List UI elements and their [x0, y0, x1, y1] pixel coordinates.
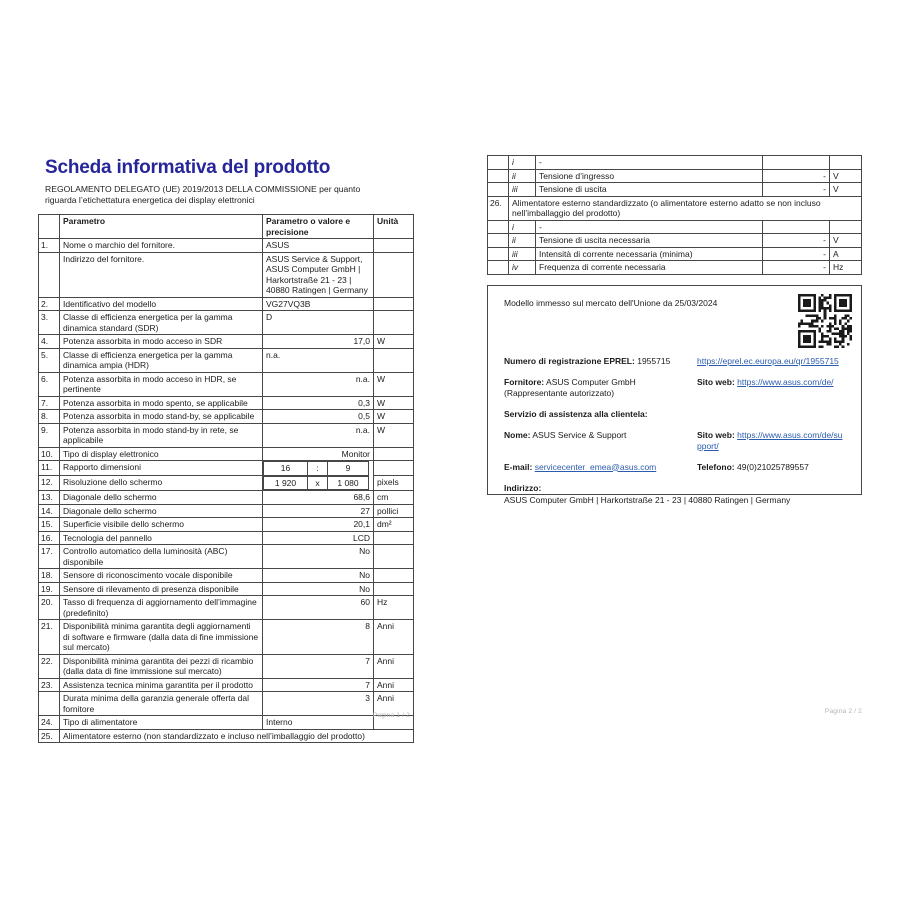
cell-parameter: Frequenza di corrente necessaria: [536, 261, 763, 275]
sito-web-link[interactable]: https://www.asus.com/de/: [737, 376, 834, 387]
table-row: [488, 183, 862, 197]
cell-value: [763, 156, 830, 170]
cell-parameter-span: Alimentatore esterno (non standardizzato e incluso nell’imballaggio del prodotto): [60, 729, 414, 743]
table-row: [488, 261, 862, 275]
cell-number: [39, 252, 60, 297]
telefono-value: 49(0)21025789557: [737, 461, 809, 472]
cell-value: -: [763, 169, 830, 183]
table-row: [39, 447, 414, 461]
cell-value: 68,6: [263, 491, 374, 505]
value-left: 1 920: [274, 477, 297, 488]
cell-subindex: i: [509, 156, 536, 170]
market-info-box: [487, 285, 862, 505]
empty-cell: [697, 409, 845, 420]
cell-unit: cm: [374, 491, 414, 505]
sito-support-cell: [697, 430, 845, 452]
eprel-number: 1955715: [637, 355, 671, 366]
cell-parameter: Classe di efficienza energetica per la gamma dinamica standard (SDR): [60, 311, 263, 335]
eprel-link-cell: [697, 356, 845, 367]
cell-number: [488, 247, 509, 261]
cell-value: 60: [263, 596, 374, 620]
cell-value: ASUS: [263, 239, 374, 253]
cell-parameter: Diagonale dello schermo: [60, 504, 263, 518]
fornitore-value: ASUS Computer GmbH (Rappresentante autorizzato): [504, 376, 636, 398]
email-link[interactable]: servicecenter_emea@asus.com: [534, 461, 657, 472]
cell-number: [488, 183, 509, 197]
cell-value: No: [263, 569, 374, 583]
cell-value: Interno: [263, 716, 374, 730]
nome-value: ASUS Service & Support: [532, 429, 627, 440]
cell-number: 26.: [488, 196, 509, 220]
cell-value: 17,0: [263, 335, 374, 349]
cell-unit: W: [374, 372, 414, 396]
cell-number: 21.: [39, 620, 60, 655]
cell-unit: [830, 156, 862, 170]
cell-unit: [374, 531, 414, 545]
cell-parameter: Nome o marchio del fornitore.: [60, 239, 263, 253]
table-row: [39, 297, 414, 311]
cell-value-split: [263, 476, 369, 491]
cell-value: n.a.: [263, 372, 374, 396]
cell-parameter: Tensione di uscita necessaria: [536, 234, 763, 248]
cell-parameter: Tipo di display elettronico: [60, 447, 263, 461]
cell-unit: [374, 252, 414, 297]
table-header-row: [39, 215, 414, 239]
value-separator: :: [307, 462, 328, 475]
fornitore-label: Fornitore:: [504, 376, 545, 387]
table-row: [39, 729, 414, 743]
cell-parameter: Risoluzione dello schermo: [60, 476, 263, 491]
cell-value: n.a.: [263, 348, 374, 372]
cell-value: -: [763, 247, 830, 261]
eprel-label: Numero di registrazione EPREL:: [504, 355, 635, 366]
cell-value: -: [763, 234, 830, 248]
cell-value: 20,1: [263, 518, 374, 532]
nome-label: Nome:: [504, 429, 531, 440]
cell-number: 20.: [39, 596, 60, 620]
cell-value: n.a.: [263, 423, 374, 447]
table-row: [39, 476, 414, 491]
cell-number: [488, 169, 509, 183]
telefono-label: Telefono:: [697, 461, 735, 472]
table-row: [39, 396, 414, 410]
cell-value: D: [263, 311, 374, 335]
table-row: [39, 491, 414, 505]
nome-cell: [504, 430, 685, 452]
cell-number: 1.: [39, 239, 60, 253]
cell-parameter: Potenza assorbita in modo acceso in SDR: [60, 335, 263, 349]
cell-unit: [374, 461, 414, 476]
cell-number: 24.: [39, 716, 60, 730]
cell-parameter: -: [536, 220, 763, 234]
cell-value: Monitor: [263, 447, 374, 461]
cell-number: 10.: [39, 447, 60, 461]
cell-parameter: Superficie visibile dello schermo: [60, 518, 263, 532]
table-row: [39, 531, 414, 545]
cell-value: 7: [263, 654, 374, 678]
cell-unit: Anni: [374, 692, 414, 716]
cell-parameter: Diagonale dello schermo: [60, 491, 263, 505]
email-label: E-mail:: [504, 461, 533, 472]
table-row: [39, 504, 414, 518]
cell-unit: Anni: [374, 678, 414, 692]
cell-number: 13.: [39, 491, 60, 505]
cell-unit: [374, 297, 414, 311]
value-right: 1 080: [337, 477, 359, 488]
header-parametro: Parametro: [60, 215, 263, 239]
header-valore: Parametro o valore e precisione: [263, 215, 374, 239]
cell-parameter: -: [536, 156, 763, 170]
cell-subindex: i: [509, 220, 536, 234]
cell-number: 11.: [39, 461, 60, 476]
cell-unit: dm²: [374, 518, 414, 532]
cell-parameter: Potenza assorbita in modo stand-by in rete, se applicabile: [60, 423, 263, 447]
cell-parameter: Potenza assorbita in modo spento, se applicabile: [60, 396, 263, 410]
cell-value: [763, 220, 830, 234]
cell-parameter: Controllo automatico della luminosità (ABC) disponibile: [60, 545, 263, 569]
cell-number: 3.: [39, 311, 60, 335]
page-2: [487, 155, 862, 715]
cell-parameter: Assistenza tecnica minima garantita per il prodotto: [60, 678, 263, 692]
cell-unit: [374, 582, 414, 596]
cell-number: 15.: [39, 518, 60, 532]
cell-unit: [374, 447, 414, 461]
cell-parameter: Rapporto dimensioni: [60, 461, 263, 476]
cell-unit: Anni: [374, 620, 414, 655]
market-info-header: [504, 298, 845, 356]
table-row: [39, 372, 414, 396]
cell-subindex: ii: [509, 234, 536, 248]
cell-value: No: [263, 545, 374, 569]
cell-parameter: Intensità di corrente necessaria (minima): [536, 247, 763, 261]
cell-number: 4.: [39, 335, 60, 349]
table-row: [39, 335, 414, 349]
cell-value-split: [263, 461, 369, 476]
cell-number: 12.: [39, 476, 60, 491]
value-separator: x: [307, 477, 328, 490]
servizio-heading: Servizio di assistenza alla clientela:: [504, 408, 648, 419]
indirizzo-cell: [504, 483, 845, 506]
table-row: [39, 239, 414, 253]
cell-unit: Hz: [374, 596, 414, 620]
cell-number: 14.: [39, 504, 60, 518]
cell-number: 2.: [39, 297, 60, 311]
table-row: [488, 247, 862, 261]
cell-value: LCD: [263, 531, 374, 545]
regulation-subtitle: REGOLAMENTO DELEGATO (UE) 2019/2013 DELLA COMMISSIONE per quanto riguarda l’etichettatura energetica dei display elettronici: [45, 184, 361, 205]
sito-web-label: Sito web:: [697, 376, 735, 387]
cell-value: 0,3: [263, 396, 374, 410]
cell-value: 3: [263, 692, 374, 716]
cell-unit: Hz: [830, 261, 862, 275]
eprel-link[interactable]: https://eprel.ec.europa.eu/qr/1955715: [697, 355, 839, 366]
cell-value: ASUS Service & Support, ASUS Computer GmbH | Harkortstraße 21 - 23 | 40880 Ratingen | Germany: [263, 252, 374, 297]
table-row: [39, 620, 414, 655]
cell-number: [488, 156, 509, 170]
eprel-registration: [504, 356, 685, 367]
cell-value: 7: [263, 678, 374, 692]
cell-parameter-span: Alimentatore esterno standardizzato (o alimentatore esterno adatto se non incluso nell’imballaggio del prodotto): [509, 196, 862, 220]
cell-parameter: Tensione di uscita: [536, 183, 763, 197]
table-row: [39, 518, 414, 532]
cell-parameter: Disponibilità minima garantita degli aggiornamenti di software e firmware (dalla data di fine immissione sul mercato): [60, 620, 263, 655]
page-1: [38, 156, 412, 743]
cell-value: -: [763, 183, 830, 197]
cell-number: 16.: [39, 531, 60, 545]
cell-unit: W: [374, 396, 414, 410]
cell-subindex: iii: [509, 183, 536, 197]
table-row: [39, 311, 414, 335]
cell-number: 8.: [39, 410, 60, 424]
cell-number: [488, 220, 509, 234]
cell-unit: pollici: [374, 504, 414, 518]
cell-value: 27: [263, 504, 374, 518]
table-row: [39, 678, 414, 692]
table-row: [39, 423, 414, 447]
table-row: [39, 252, 414, 297]
table-row: [39, 348, 414, 372]
cell-parameter: Potenza assorbita in modo acceso in HDR, se pertinente: [60, 372, 263, 396]
cell-parameter: Identificativo del modello: [60, 297, 263, 311]
cell-value: 0,5: [263, 410, 374, 424]
table-row: [39, 410, 414, 424]
cell-parameter: Disponibilità minima garantita dei pezzi di ricambio (dalla data di fine immissione sul mercato): [60, 654, 263, 678]
indirizzo-label: Indirizzo:: [504, 482, 542, 493]
cell-unit: [374, 545, 414, 569]
cell-unit: [374, 569, 414, 583]
cell-unit: [374, 348, 414, 372]
power-supply-table: [487, 155, 862, 275]
cell-subindex: iii: [509, 247, 536, 261]
cell-parameter: Durata minima della garanzia generale offerta dal fornitore: [60, 692, 263, 716]
cell-unit: V: [830, 234, 862, 248]
telefono-cell: [697, 462, 845, 473]
table-row: [39, 596, 414, 620]
cell-number: 19.: [39, 582, 60, 596]
cell-number: 25.: [39, 729, 60, 743]
cell-parameter: Tipo di alimentatore: [60, 716, 263, 730]
cell-unit: W: [374, 410, 414, 424]
table-row: [39, 654, 414, 678]
sito-support-label: Sito web:: [697, 429, 735, 440]
table-row: [39, 716, 414, 730]
cell-parameter: Tecnologia del pannello: [60, 531, 263, 545]
fornitore-cell: [504, 377, 685, 399]
cell-unit: [830, 220, 862, 234]
cell-parameter: Sensore di rilevamento di presenza disponibile: [60, 582, 263, 596]
value-right: 9: [345, 463, 351, 473]
header-unita: Unità: [374, 215, 414, 239]
table-row: [39, 692, 414, 716]
cell-unit: V: [830, 169, 862, 183]
email-cell: [504, 462, 685, 473]
cell-number: 5.: [39, 348, 60, 372]
table-row: [488, 196, 862, 220]
cell-number: [488, 261, 509, 275]
table-row: [39, 569, 414, 583]
cell-parameter: Sensore di riconoscimento vocale disponibile: [60, 569, 263, 583]
cell-parameter: Classe di efficienza energetica per la gamma dinamica ampia (HDR): [60, 348, 263, 372]
table-row: [488, 156, 862, 170]
cell-unit: A: [830, 247, 862, 261]
cell-parameter: Tensione d’ingresso: [536, 169, 763, 183]
cell-number: 9.: [39, 423, 60, 447]
cell-number: [39, 692, 60, 716]
cell-unit: [374, 239, 414, 253]
cell-unit: W: [374, 335, 414, 349]
cell-value: VG27VQ3B: [263, 297, 374, 311]
cell-unit: Anni: [374, 654, 414, 678]
cell-unit: W: [374, 423, 414, 447]
table-row: [39, 461, 414, 476]
table-row: [488, 169, 862, 183]
model-market-date: Modello immesso sul mercato dell'Unione da 25/03/2024: [504, 297, 718, 308]
cell-number: 18.: [39, 569, 60, 583]
header-number-column: [39, 215, 60, 239]
page-title: Scheda informativa del prodotto: [45, 157, 331, 178]
indirizzo-value: ASUS Computer GmbH | Harkortstraße 21 - 23 | 40880 Ratingen | Germany: [504, 494, 791, 505]
cell-unit: [374, 311, 414, 335]
table-row: [488, 234, 862, 248]
page-footer: Pagina 2 / 2: [824, 708, 862, 715]
cell-parameter: Potenza assorbita in modo stand-by, se applicabile: [60, 410, 263, 424]
cell-subindex: ii: [509, 169, 536, 183]
cell-subindex: iv: [509, 261, 536, 275]
table-row: [488, 220, 862, 234]
cell-parameter: Indirizzo del fornitore.: [60, 252, 263, 297]
cell-unit: V: [830, 183, 862, 197]
cell-value: 8: [263, 620, 374, 655]
cell-number: 22.: [39, 654, 60, 678]
cell-parameter: Tasso di frequenza di aggiornamento dell’immagine (predefinito): [60, 596, 263, 620]
contact-grid: [504, 356, 845, 506]
value-left: 16: [280, 463, 291, 473]
sito-web-cell: [697, 377, 845, 399]
cell-value: -: [763, 261, 830, 275]
product-parameters-table: [38, 214, 414, 743]
table-row: [39, 545, 414, 569]
page-footer: Pagina 1 / 2: [372, 712, 410, 719]
cell-value: No: [263, 582, 374, 596]
cell-number: 23.: [39, 678, 60, 692]
cell-unit: pixels: [374, 476, 414, 491]
cell-number: 17.: [39, 545, 60, 569]
cell-number: [488, 234, 509, 248]
sito-support-link[interactable]: https://www.asus.com/de/support/: [697, 429, 843, 451]
qr-code-icon: [798, 294, 852, 348]
cell-number: 7.: [39, 396, 60, 410]
cell-number: 6.: [39, 372, 60, 396]
table-row: [39, 582, 414, 596]
